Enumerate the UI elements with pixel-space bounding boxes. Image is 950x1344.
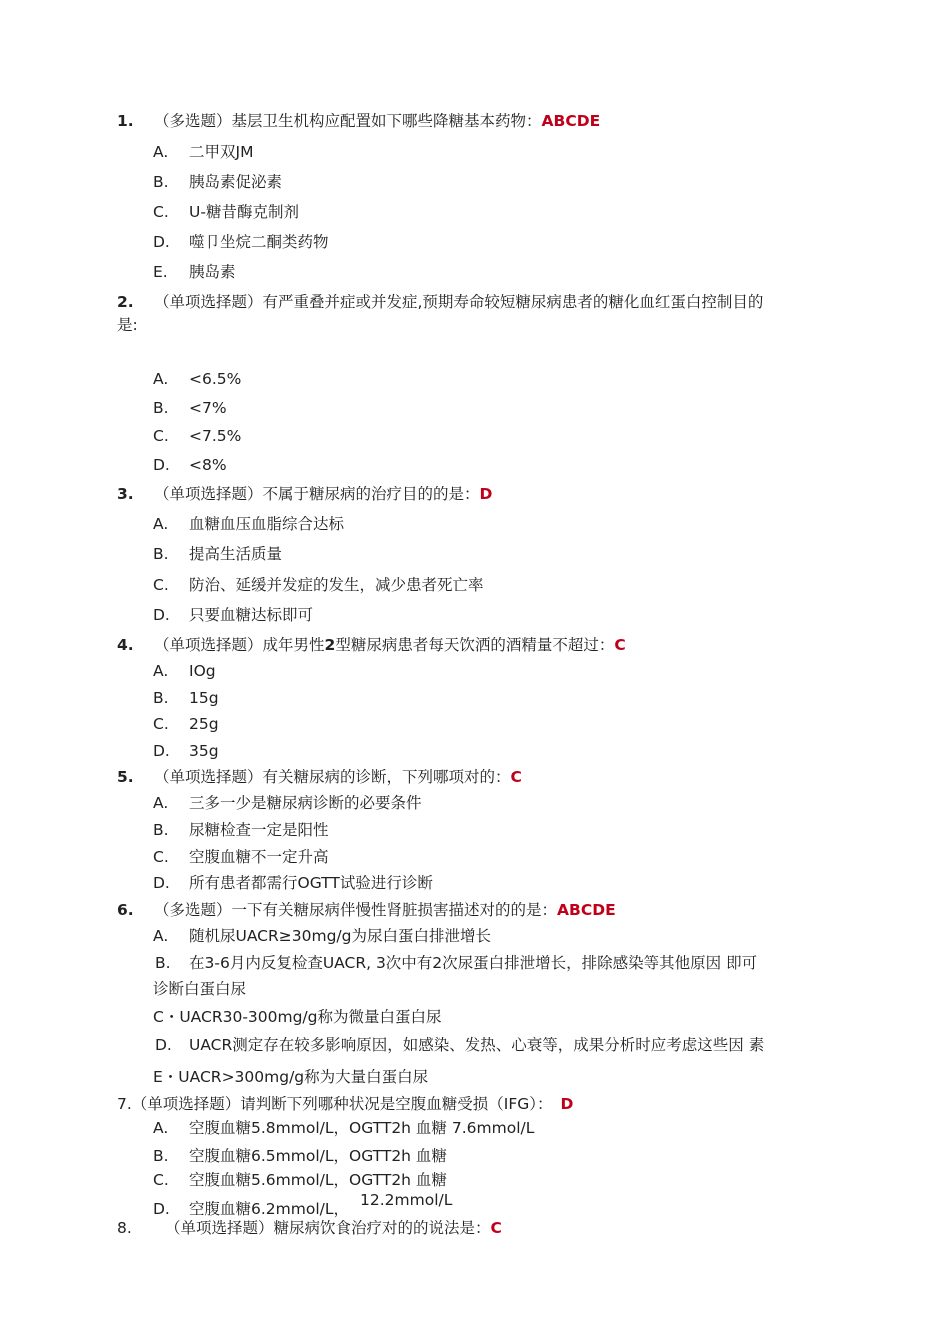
option-text: 胰岛素 (189, 263, 236, 281)
option-text: <7.5% (189, 427, 242, 445)
option-label: A. (153, 143, 169, 161)
option-text: UACR测定存在较多影响原因，如感染、发热、心衰等，成果分析时应考虑这些因 素 (189, 1036, 765, 1054)
option-4b (153, 689, 219, 708)
question-number: 3. (117, 485, 134, 503)
question-4 (117, 636, 626, 655)
option-label: B. (153, 545, 169, 563)
option-text: 二甲双JM (189, 143, 254, 161)
option-label: C. (153, 715, 169, 733)
answer-key: C (510, 768, 522, 786)
option-1c (153, 203, 299, 222)
option-text: 提高生活质量 (189, 545, 283, 563)
option-label: C. (153, 576, 169, 594)
question-number: 1. (117, 112, 134, 130)
question-text: （单项选择题）有关糖尿病的诊断，下列哪项对的： (154, 768, 511, 786)
option-label: C・ (153, 1008, 180, 1026)
question-number: 8. (117, 1219, 132, 1237)
option-2b (153, 399, 227, 418)
option-4d (153, 742, 219, 761)
option-label: D. (153, 606, 170, 624)
question-number: 7. (117, 1095, 132, 1113)
question-text: （单项选择题）不属于糖尿病的治疗目的的是： (154, 485, 480, 503)
answer-key: ABCDE (557, 901, 616, 919)
option-6d (155, 1036, 764, 1055)
option-label: E. (153, 263, 168, 281)
option-1a (153, 143, 253, 162)
option-3b (153, 545, 282, 564)
question-8 (117, 1219, 502, 1238)
option-label: A. (153, 662, 169, 680)
option-label: C. (153, 427, 169, 445)
option-text: 血糖血压血脂综合达标 (189, 515, 345, 533)
question-number: 5. (117, 768, 134, 786)
option-label: C. (153, 848, 169, 866)
question-text: （多选题）基层卫生机构应配置如下哪些降糖基本药物： (154, 112, 542, 130)
option-label: D. (155, 1036, 172, 1054)
option-1b (153, 173, 282, 192)
option-3a (153, 515, 344, 534)
option-6e (153, 1068, 428, 1087)
option-text: 空腹血糖5.6mmol/L，OGTT2h 血糖 (189, 1171, 447, 1189)
option-5b (153, 821, 329, 840)
option-label: A. (153, 370, 169, 388)
option-text: 随机尿UACR≥30mg/g为尿白蛋白排泄增长 (189, 927, 491, 945)
question-text: （单项选择题）有严重叠并症或并发症,预期寿命较短糖尿病患者的糖化血红蛋白控制目的 (154, 293, 764, 311)
option-label: B. (153, 689, 169, 707)
option-6b-continued: 诊断白蛋白尿 (153, 980, 247, 998)
answer-key: D (560, 1095, 574, 1113)
question-2 (117, 293, 763, 312)
answer-key: C (614, 636, 626, 654)
floating-value: 12.2mmol/L (360, 1191, 453, 1209)
question-text-bold: 2 (324, 636, 336, 654)
question-text: （单项选择题）请判断下列哪种状况是空腹血糖受损（IFG）： (131, 1095, 553, 1113)
question-7 (117, 1095, 573, 1114)
option-label: A. (153, 927, 169, 945)
option-label: A. (153, 794, 169, 812)
option-text: 所有患者都需行OGTT试验进行诊断 (189, 874, 433, 892)
question-3 (117, 485, 492, 504)
option-4c (153, 715, 219, 734)
option-label: B. (153, 1147, 169, 1165)
option-2d (153, 456, 227, 475)
option-text: 15g (189, 689, 219, 707)
answer-key: C (490, 1219, 502, 1237)
option-label: D. (153, 874, 170, 892)
option-label: D. (153, 1200, 170, 1218)
option-2a (153, 370, 241, 389)
option-7a (153, 1119, 534, 1138)
option-text: 噬卩坐烷二酮类药物 (189, 233, 329, 251)
option-text: 空腹血糖不一定升高 (189, 848, 329, 866)
option-3c (153, 576, 484, 595)
option-5a (153, 794, 422, 813)
question-5 (117, 768, 522, 787)
option-text: UACR30-300mg/g称为微量白蛋白尿 (179, 1008, 442, 1026)
option-text: 空腹血糖6.5mmol/L，OGTT2h 血糖 (189, 1147, 447, 1165)
option-label: C. (153, 1171, 169, 1189)
option-label: D. (153, 456, 170, 474)
answer-key: ABCDE (541, 112, 601, 130)
option-text: UACR>300mg/g称为大量白蛋白尿 (178, 1068, 429, 1086)
option-label: B. (153, 399, 169, 417)
option-2c (153, 427, 241, 446)
option-label: B. (153, 821, 169, 839)
option-4a (153, 662, 216, 681)
option-text: 在3-6月内反复检查UACR, 3次中有2次尿蛋白排泄增长，排除感染等其他原因 即可 (189, 954, 758, 972)
option-text: 三多一少是糖尿病诊断的必要条件 (189, 794, 422, 812)
option-1e (153, 263, 236, 282)
option-text: 防治、延缓并发症的发生，减少患者死亡率 (189, 576, 484, 594)
option-label: D. (153, 742, 170, 760)
question-text: （单项选择题）成年男性 (154, 636, 325, 654)
option-7d (153, 1200, 349, 1219)
question-text-end: 型糖尿病患者每天饮洒的酒精量不超过： (335, 636, 615, 654)
option-1d (153, 233, 329, 252)
option-text: U-糖昔酶克制剂 (189, 203, 299, 221)
option-5c (153, 848, 329, 867)
option-6a (153, 927, 491, 946)
option-6b (155, 954, 757, 973)
question-text: （多选题）一下有关糖尿病伴慢性肾脏损害描述对的的是： (154, 901, 558, 919)
question-number: 4. (117, 636, 134, 654)
option-text: <6.5% (189, 370, 242, 388)
option-text: 25g (189, 715, 219, 733)
option-text: <7% (189, 399, 227, 417)
option-label: A. (153, 515, 169, 533)
option-7b (153, 1147, 447, 1166)
question-1 (117, 112, 600, 131)
option-label: D. (153, 233, 170, 251)
question-number: 6. (117, 901, 134, 919)
option-3d (153, 606, 313, 625)
option-text: 35g (189, 742, 219, 760)
option-label: E・ (153, 1068, 179, 1086)
option-7c (153, 1171, 447, 1190)
option-text: 尿糖检查一定是阳性 (189, 821, 329, 839)
option-5d (153, 874, 433, 893)
question-text: （单项选择题）糖尿病饮食治疗对的的说法是： (165, 1219, 491, 1237)
option-label: B. (155, 954, 171, 972)
option-label: B. (153, 173, 169, 191)
option-label: A. (153, 1119, 169, 1137)
question-6 (117, 901, 616, 920)
option-text: IOg (189, 662, 216, 680)
question-2-continued: 是: (117, 316, 138, 334)
option-text: 只要血糖达标即可 (189, 606, 314, 624)
option-6c (153, 1008, 442, 1027)
option-label: C. (153, 203, 169, 221)
option-text: 胰岛素促泌素 (189, 173, 283, 191)
option-text: <8% (189, 456, 227, 474)
answer-key: D (479, 485, 493, 503)
question-number: 2. (117, 293, 134, 311)
option-text: 空腹血糖5.8mmol/L，OGTT2h 血糖 7.6mmol/L (189, 1119, 535, 1137)
option-text: 空腹血糖6.2mmol/L， (189, 1200, 349, 1218)
